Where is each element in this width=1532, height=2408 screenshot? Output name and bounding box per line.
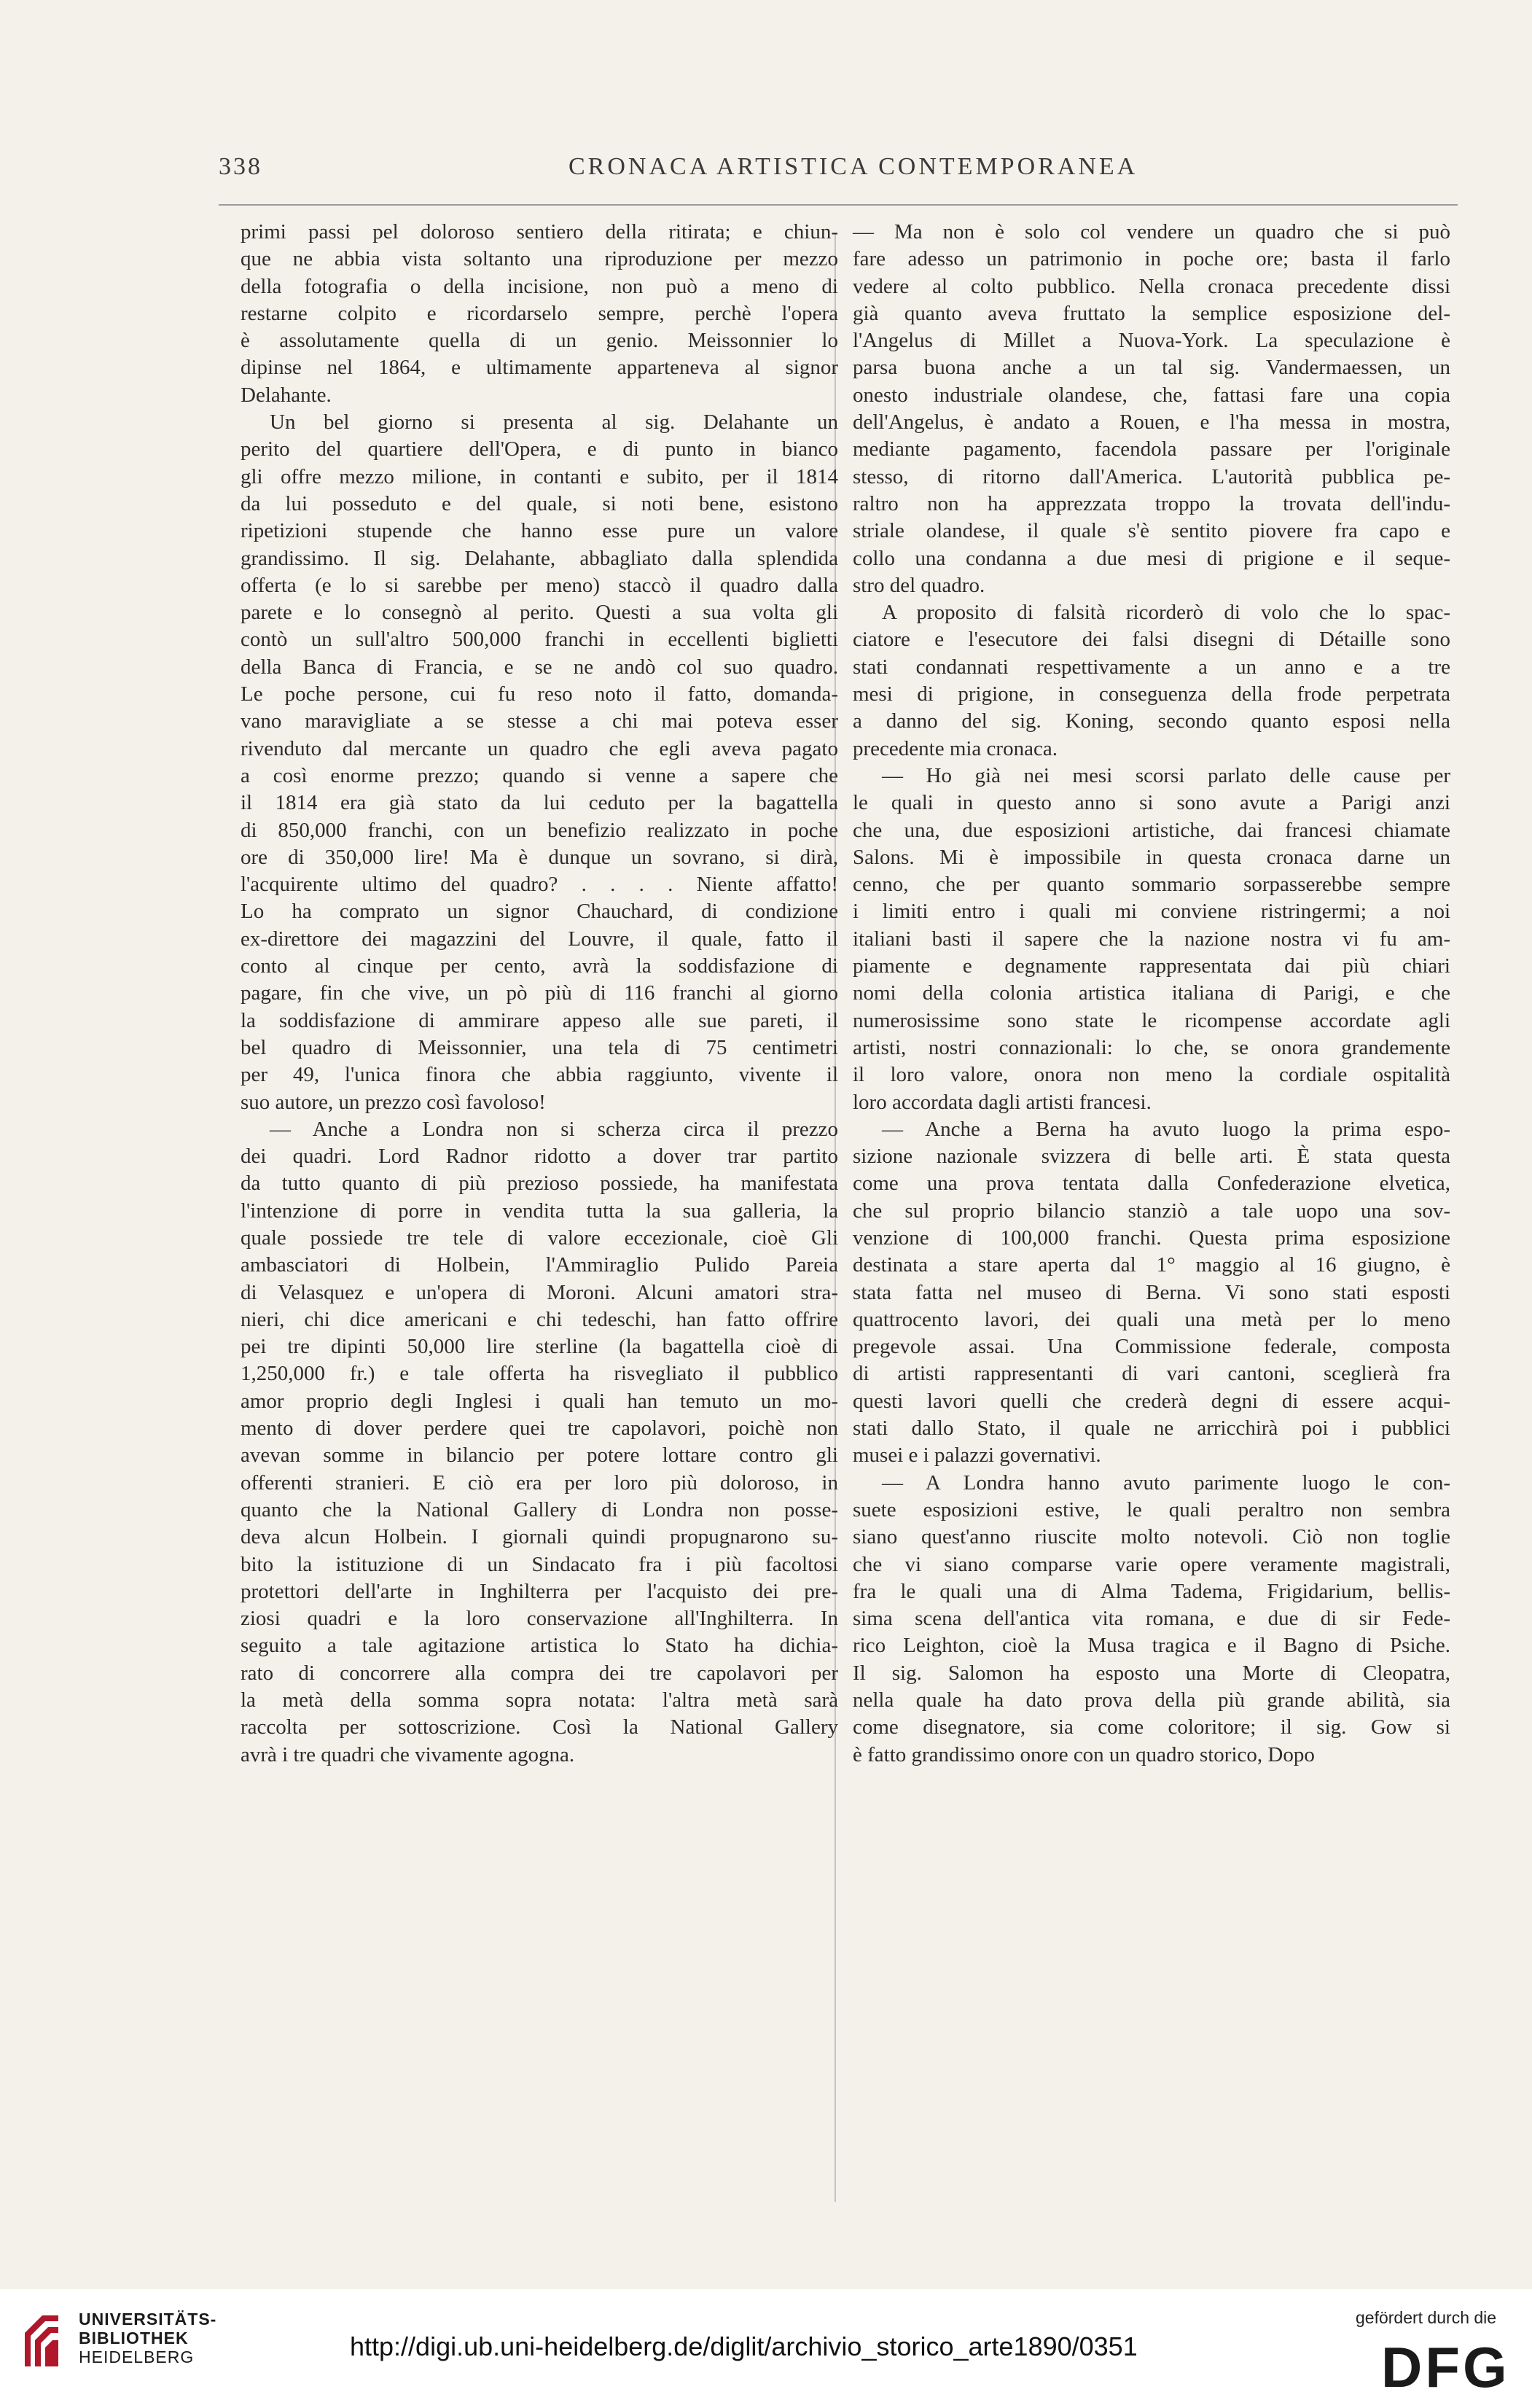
text-line: da lui posseduto e del quale, si noti bene, esistono xyxy=(241,491,838,515)
page-number: 338 xyxy=(219,153,262,180)
header-rule xyxy=(219,204,1458,206)
text-line: Salons. Mi è impossibile in questa cronaca darne un xyxy=(853,845,1450,869)
text-line: pei tre dipinti 50,000 lire sterline (la bagattella cioè di xyxy=(241,1335,838,1359)
library-line-3: HEIDELBERG xyxy=(79,2347,195,2366)
library-name xyxy=(79,2310,216,2366)
text-line: loro accordata dagli artisti francesi. xyxy=(853,1090,1152,1114)
text-line: — Anche a Londra non si scherza circa il prezzo xyxy=(270,1117,838,1141)
text-line: numerosissime sono state le ricompense accordate agli xyxy=(853,1008,1450,1032)
text-line: come disegnatore, sia come coloritore; il sig. Gow si xyxy=(853,1715,1450,1739)
text-line: pagare, fin che vive, un pò più di 116 franchi al giorno xyxy=(241,981,838,1005)
text-line: mesi di prigione, in conseguenza della frode perpetrata xyxy=(853,682,1450,706)
text-line: sizione nazionale svizzera di belle arti. È stata questa xyxy=(853,1145,1450,1169)
text-line: A proposito di falsità ricorderò di volo che lo spac- xyxy=(882,601,1450,625)
text-line: Le poche persone, cui fu reso noto il fatto, domanda- xyxy=(241,682,838,706)
text-line: della fotografia o della incisione, non può a meno di xyxy=(241,274,838,298)
text-line: sima scena dell'antica vita romana, e due di sir Fede- xyxy=(853,1607,1450,1631)
text-line: nella quale ha dato prova della più grande abilità, sia xyxy=(853,1688,1450,1713)
text-line: a danno del sig. Koning, secondo quanto esposi nella xyxy=(853,709,1450,733)
text-line: mediante pagamento, facendola passare per l'originale xyxy=(853,437,1450,461)
text-line: stro del quadro. xyxy=(853,573,985,597)
text-line: Un bel giorno si presenta al sig. Delahante un xyxy=(270,410,838,435)
text-line: ambasciatori di Holbein, l'Ammiraglio Pulido Pareia xyxy=(241,1253,838,1277)
text-line: mento di dover perdere quei tre capolavori, poichè non xyxy=(241,1417,838,1441)
text-line: fra le quali una di Alma Tadema, Frigidarium, bellis- xyxy=(853,1579,1450,1603)
text-line: gli offre mezzo milione, in contanti e subito, per il 1814 xyxy=(241,464,838,488)
text-line: pregevole assai. Una Commissione federale, composta xyxy=(853,1335,1450,1359)
text-line: quattrocento lavori, dei quali una metà per lo meno xyxy=(853,1307,1450,1331)
text-line: collo una condanna a due mesi di prigione e il seque- xyxy=(853,546,1450,570)
text-line: stesso, di ritorno dall'America. L'autorità pubblica pe- xyxy=(853,464,1450,488)
text-line: siano quest'anno riuscite molto notevoli. Ciò non toglie xyxy=(853,1525,1450,1549)
text-line: — A Londra hanno avuto parimente luogo le con- xyxy=(882,1470,1450,1495)
text-line: musei e i palazzi governativi. xyxy=(853,1443,1101,1468)
text-line: come una prova tentata dalla Confederazione elvetica, xyxy=(853,1172,1450,1196)
text-line: seguito a tale agitazione artistica lo Stato ha dichia- xyxy=(241,1634,838,1658)
text-line: che vi siano comparse varie opere veramente magistrali, xyxy=(853,1552,1450,1576)
text-line: stati dallo Stato, il quale ne arricchirà poi i pubblici xyxy=(853,1417,1450,1441)
text-line: destinata a stare aperta dal 1° maggio al 16 giugno, è xyxy=(853,1253,1450,1277)
text-line: protettori dell'arte in Inghilterra per l'acquisto dei pre- xyxy=(241,1579,838,1603)
text-line: parsa buona anche a un tal sig. Vandermaessen, un xyxy=(853,356,1450,380)
text-line: contò un sull'altro 500,000 franchi in eccellenti biglietti xyxy=(241,628,838,652)
text-line: già quanto aveva fruttato la semplice esposizione del- xyxy=(853,301,1450,325)
text-line: l'acquirente ultimo del quadro? . . . . Niente affatto! xyxy=(241,873,838,897)
text-line: la metà della somma sopra notata: l'altra metà sarà xyxy=(241,1688,838,1713)
text-line: dipinse nel 1864, e ultimamente apparteneva al signor xyxy=(241,356,838,380)
text-line: striale olandese, il quale s'è sentito piovere fra capo e xyxy=(853,519,1450,543)
text-line: rivenduto dal mercante un quadro che egli aveva pagato xyxy=(241,736,838,760)
text-line: artisti, nostri connazionali: lo che, se onora grandemente xyxy=(853,1035,1450,1059)
text-line: primi passi pel doloroso sentiero della ritirata; e chiun- xyxy=(241,220,838,243)
text-line: suo autore, un prezzo così favoloso! xyxy=(241,1090,546,1114)
text-line: offerta (e lo si sarebbe per meno) staccò il quadro dalla xyxy=(241,573,838,597)
text-line: di Velasquez e un'opera di Moroni. Alcuni amatori stra- xyxy=(241,1280,838,1304)
text-line: Lo ha comprato un signor Chauchard, di condizione xyxy=(241,900,838,924)
text-line: grandissimo. Il sig. Delahante, abbagliato dalla splendida xyxy=(241,546,838,570)
text-line: stati condannati respettivamente a un anno e a tre xyxy=(853,655,1450,679)
text-line: nieri, chi dice americani e chi tedeschi, han fatto offrire xyxy=(241,1307,838,1331)
text-line: ziosi quadri e la loro conservazione all'Inghilterra. In xyxy=(241,1607,838,1631)
text-line: da tutto quanto di più prezioso possiede, ha manifestata xyxy=(241,1172,838,1196)
text-line: ore di 350,000 lire! Ma è dunque un sovrano, si dirà, xyxy=(241,845,838,869)
text-line: dell'Angelus, è andato a Rouen, e l'ha messa in mostra, xyxy=(853,410,1450,435)
text-line: bel quadro di Meissonnier, una tela di 75 centimetri xyxy=(241,1035,838,1059)
text-line: stata fatta nel museo di Berna. Vi sono stati esposti xyxy=(853,1280,1450,1304)
text-line: la soddisfazione di ammirare appeso alle sue pareti, il xyxy=(241,1008,838,1032)
text-line: rico Leighton, cioè la Musa tragica e il Bagno di Psiche. xyxy=(853,1634,1450,1658)
text-line: italiani basti il sapere che la nazione nostra vi fu am- xyxy=(853,927,1450,951)
text-line: ripetizioni stupende che hanno esse pure un valore xyxy=(241,519,838,543)
text-line: Delahante. xyxy=(241,383,332,407)
text-line: è assolutamente quella di un genio. Meissonnier lo xyxy=(241,329,838,353)
text-line: vedere al colto pubblico. Nella cronaca precedente dissi xyxy=(853,274,1450,298)
text-line: onesto industriale olandese, che, fattasi fare una copia xyxy=(853,383,1450,407)
text-line: avrà i tre quadri che vivamente agogna. xyxy=(241,1742,575,1766)
text-line: di 850,000 franchi, con un benefizio realizzato in poche xyxy=(241,818,838,842)
text-line: che sul proprio bilancio stanziò a tale uopo una sov- xyxy=(853,1199,1450,1223)
text-line: amor proprio degli Inglesi i quali han temuto un mo- xyxy=(241,1389,838,1413)
text-line: precedente mia cronaca. xyxy=(853,736,1058,760)
text-line: le quali in questo anno si sono avute a Parigi anzi xyxy=(853,791,1450,815)
right-column xyxy=(853,219,1450,1769)
funder-label: gefördert durch die xyxy=(1356,2308,1497,2327)
text-line: ex-direttore dei magazzini del Louvre, il quale, fatto il xyxy=(241,927,838,951)
dfg-logo: DFG xyxy=(1381,2335,1510,2399)
text-line: il 1814 era già stato da lui ceduto per la bagattella xyxy=(241,791,838,815)
text-line: raccolta per sottoscrizione. Così la National Gallery xyxy=(241,1715,838,1739)
text-line: quale possiede tre tele di valore eccezionale, cioè Gli xyxy=(241,1226,838,1250)
text-line: l'intenzione di porre in vendita tutta la sua galleria, la xyxy=(241,1199,838,1223)
footer xyxy=(0,2289,1532,2408)
text-line: Il sig. Salomon ha esposto una Morte di Cleopatra, xyxy=(853,1661,1450,1685)
text-line: deva alcun Holbein. I giornali quindi propugnarono su- xyxy=(241,1525,838,1549)
text-line: — Ma non è solo col vendere un quadro che si può xyxy=(853,220,1450,243)
text-line: venzione di 100,000 franchi. Questa prima esposizione xyxy=(853,1226,1450,1250)
text-line: rato di concorrere alla compra dei tre capolavori per xyxy=(241,1661,838,1685)
text-line: suete esposizioni estive, le quali peraltro non sembra xyxy=(853,1497,1450,1521)
text-line: raltro non ha apprezzata troppo la trovata dell'indu- xyxy=(853,491,1450,515)
text-line: per 49, l'unica finora che abbia raggiunto, vivente il xyxy=(241,1063,838,1087)
text-line: a così enorme prezzo; quando si venne a sapere che xyxy=(241,763,838,787)
text-line: avevan somme in bilancio per potere lottare contro gli xyxy=(241,1443,838,1468)
university-library-logo-icon xyxy=(20,2311,63,2369)
running-head: CRONACA ARTISTICA CONTEMPORANEA xyxy=(568,153,1138,180)
text-line: ciatore e l'esecutore dei falsi disegni di Détaille sono xyxy=(853,628,1450,652)
text-line: l'Angelus di Millet a Nuova-York. La speculazione è xyxy=(853,329,1450,353)
text-line: della Banca di Francia, e se ne andò col suo quadro. xyxy=(241,655,838,679)
text-line: i limiti entro i quali mi conviene ristringermi; a noi xyxy=(853,900,1450,924)
permalink-url[interactable]: http://digi.ub.uni-heidelberg.de/diglit/archivio_storico_arte1890/0351 xyxy=(350,2331,1138,2361)
text-line: que ne abbia vista soltanto una riproduzione per mezzo xyxy=(241,247,838,271)
text-line: — Ho già nei mesi scorsi parlato delle cause per xyxy=(882,763,1450,787)
text-line: fare adesso un patrimonio in poche ore; basta il farlo xyxy=(853,247,1450,271)
text-line: dei quadri. Lord Radnor ridotto a dover trar partito xyxy=(241,1145,838,1169)
text-line: perito del quartiere dell'Opera, e di punto in bianco xyxy=(241,437,838,461)
text-line: restarne colpito e ricordarselo sempre, perchè l'opera xyxy=(241,301,838,325)
library-line-2: BIBLIOTHEK xyxy=(79,2329,189,2347)
text-line: conto al cinque per cento, avrà la soddisfazione di xyxy=(241,954,838,978)
text-line: nomi della colonia artistica italiana di Parigi, e che xyxy=(853,981,1450,1005)
text-line: offerenti stranieri. E ciò era per loro più doloroso, in xyxy=(241,1470,838,1495)
text-line: quanto che la National Gallery di Londra non posse- xyxy=(241,1497,838,1521)
left-column xyxy=(241,219,838,1769)
text-line: di artisti rappresentanti di vari cantoni, sceglierà fra xyxy=(853,1362,1450,1386)
text-line: parete e lo consegnò al perito. Questi a sua volta gli xyxy=(241,601,838,625)
library-line-1: UNIVERSITÄTS- xyxy=(79,2310,217,2329)
text-line: bito la istituzione di un Sindacato fra i più facoltosi xyxy=(241,1552,838,1576)
text-line: questi lavori quelli che crederà degni di essere acqui- xyxy=(853,1389,1450,1413)
text-line: il loro valore, onora non meno la cordiale ospitalità xyxy=(853,1063,1450,1087)
text-line: 1,250,000 fr.) e tale offerta ha risvegliato il pubblico xyxy=(241,1362,838,1386)
text-line: che una, due esposizioni artistiche, dai francesi chiamate xyxy=(853,818,1450,842)
text-line: piamente e degnamente rappresentata dai più chiari xyxy=(853,954,1450,978)
text-line: vano maravigliate a se stesse a chi mai poteva esser xyxy=(241,709,838,733)
text-line: cenno, che per quanto sommario sorpasserebbe sempre xyxy=(853,873,1450,897)
text-line: — Anche a Berna ha avuto luogo la prima espo- xyxy=(882,1117,1450,1141)
text-line: è fatto grandissimo onore con un quadro storico, Dopo xyxy=(853,1742,1315,1766)
